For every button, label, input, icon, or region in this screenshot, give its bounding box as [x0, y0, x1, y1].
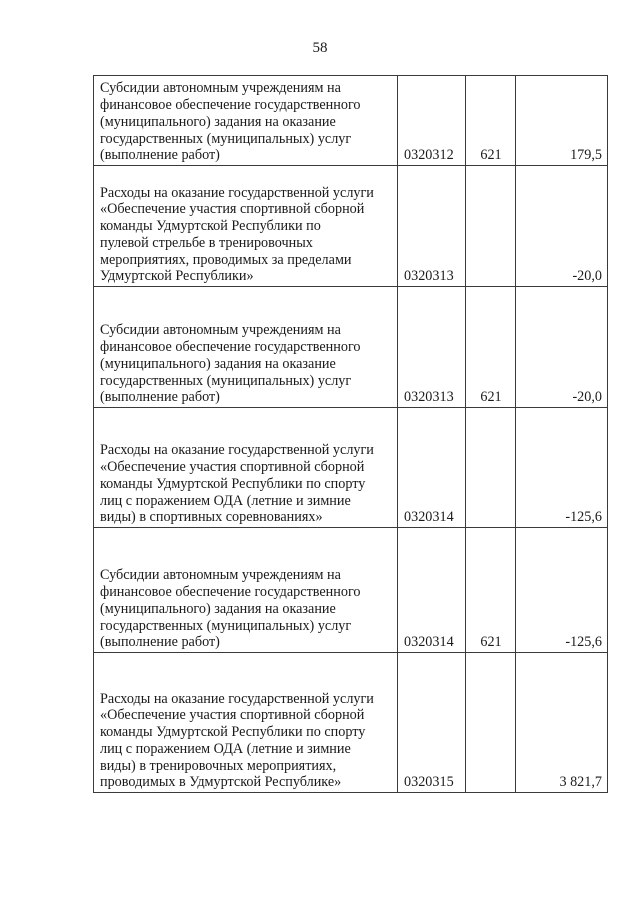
row-description: Расходы на оказание государственной услуги «Обеспечение участия спортивной сборной команды Удмуртской Республики по пулевой стрельбе в тренировочных мероприятиях, проводимых за пределами Удмуртской Республики» — [94, 166, 398, 287]
row-description: Субсидии автономным учреждениям на финансовое обеспечение государственного (муниципального) задания на оказание государственных (муниципальных) услуг (выполнение работ) — [94, 76, 398, 166]
row-target-code: 0320314 — [398, 408, 466, 528]
row-expense-type: 621 — [466, 287, 516, 408]
table-row — [94, 76, 608, 166]
row-description: Субсидии автономным учреждениям на финансовое обеспечение государственного (муниципального) задания на оказание государственных (муниципальных) услуг (выполнение работ) — [94, 287, 398, 408]
row-expense-type — [466, 408, 516, 528]
row-amount: -125,6 — [516, 528, 608, 653]
table-row — [94, 166, 608, 287]
row-amount: 3 821,7 — [516, 653, 608, 793]
row-amount: -20,0 — [516, 287, 608, 408]
row-expense-type — [466, 653, 516, 793]
table-row — [94, 287, 608, 408]
row-description: Субсидии автономным учреждениям на финансовое обеспечение государственного (муниципального) задания на оказание государственных (муниципальных) услуг (выполнение работ) — [94, 528, 398, 653]
row-target-code: 0320312 — [398, 76, 466, 166]
row-expense-type: 621 — [466, 528, 516, 653]
row-amount: -20,0 — [516, 166, 608, 287]
table-row — [94, 653, 608, 793]
row-amount: -125,6 — [516, 408, 608, 528]
row-expense-type: 621 — [466, 76, 516, 166]
row-target-code: 0320313 — [398, 166, 466, 287]
row-target-code: 0320314 — [398, 528, 466, 653]
row-target-code: 0320313 — [398, 287, 466, 408]
row-target-code: 0320315 — [398, 653, 466, 793]
table-row — [94, 408, 608, 528]
row-description: Расходы на оказание государственной услуги «Обеспечение участия спортивной сборной команды Удмуртской Республики по спорту лиц с поражением ОДА (летние и зимние виды) в спортивных соревнованиях» — [94, 408, 398, 528]
budget-table — [93, 75, 608, 793]
page-number: 58 — [312, 40, 328, 56]
row-description: Расходы на оказание государственной услуги «Обеспечение участия спортивной сборной команды Удмуртской Республики по спорту лиц с поражением ОДА (летние и зимние виды) в тренировочных мероприятиях, проводимых в Удмуртской Республике» — [94, 653, 398, 793]
row-amount: 179,5 — [516, 76, 608, 166]
row-expense-type — [466, 166, 516, 287]
table-row — [94, 528, 608, 653]
